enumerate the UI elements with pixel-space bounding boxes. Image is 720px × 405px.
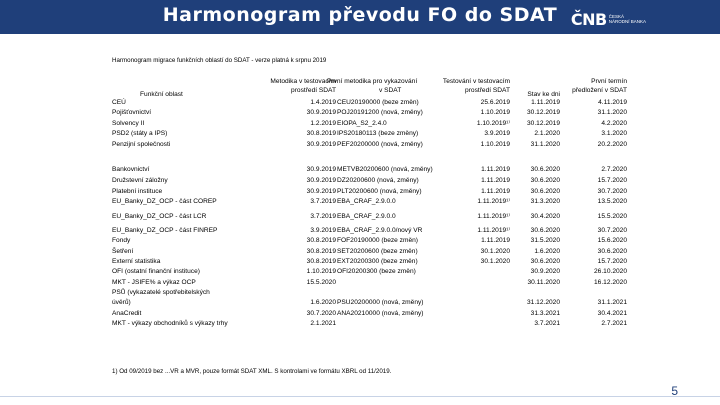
cell-method-date: 30.8.2019: [306, 248, 336, 255]
cell-first-method: PSU20200000 (nová, změny): [337, 299, 424, 306]
cell-area: PSD2 (státy a IPS): [112, 130, 168, 137]
cell-method-date: 30.8.2019: [306, 258, 336, 265]
cell-area: Penzijní společnosti: [112, 141, 171, 148]
cell-first-term: 30.7.2020: [597, 227, 627, 234]
cell-state-date: 30.12.2019: [526, 109, 560, 116]
cell-method-date: 3.9.2019: [310, 227, 336, 234]
footer-divider: [0, 396, 720, 397]
cell-first-method: ANA20210000 (nová, změny): [337, 310, 424, 317]
cell-area: Bankovnictví: [112, 166, 150, 173]
cell-state-date: 31.3.2021: [530, 310, 560, 317]
cell-testing-date: 1.11.2019: [481, 237, 510, 244]
cell-area: OFI (ostatní finanční instituce): [112, 268, 200, 275]
cell-state-date: 31.3.2020: [530, 198, 560, 205]
cell-area: MKT - JSIFE% a výkaz OCP: [112, 279, 196, 286]
logo-subtitle: [609, 14, 646, 24]
cell-testing-date: 1.11.2019: [481, 188, 510, 195]
cell-state-date: 31.12.2020: [526, 299, 560, 306]
cell-first-term: 26.10.2020: [593, 268, 627, 275]
cell-state-date: 30.6.2020: [530, 177, 560, 184]
cell-state-date: 1.11.2019: [531, 99, 560, 106]
header-testing-1: Testování v testovacím: [442, 78, 510, 85]
cell-first-term: 30.7.2020: [597, 188, 627, 195]
cell-area: Externí statistika: [112, 258, 161, 265]
cell-first-term: 4.2.2020: [601, 120, 627, 127]
cell-area: AnaCredit: [112, 310, 142, 317]
cell-first-term: 15.7.2020: [597, 258, 627, 265]
logo-mark: ČNB: [570, 9, 607, 29]
cell-state-date: 31.1.2020: [530, 141, 560, 148]
cell-first-term: 13.5.2020: [597, 198, 627, 205]
cell-state-date: 30.9.2020: [530, 268, 560, 275]
cell-state-date: 30.6.2020: [530, 166, 560, 173]
header-first-term-2: předložení v SDAT: [572, 87, 627, 94]
header-state: Stav ke dni: [527, 91, 560, 98]
cell-area: Šetření: [112, 248, 134, 255]
header-first-method-2: v SDAT: [379, 87, 402, 94]
table-caption: Harmonogram migrace funkčních oblastí do SDAT - verze platná k srpnu 2019: [112, 57, 327, 64]
cnb-logo: [571, 9, 646, 29]
cell-method-date: 3.7.2019: [310, 213, 336, 220]
cell-first-term: 15.6.2020: [597, 237, 627, 244]
cell-state-date: 1.6.2020: [534, 248, 560, 255]
cell-method-date: 3.7.2019: [310, 198, 336, 205]
header-first-term-1: První termín: [591, 78, 627, 85]
cell-first-method: EBA_CRAF_2.9.0.0/nový VR: [337, 227, 423, 234]
cell-state-date: 30.4.2020: [530, 213, 560, 220]
cell-method-date: 30.8.2019: [306, 130, 336, 137]
cell-state-date: 30.6.2020: [530, 227, 560, 234]
cell-state-date: 31.5.2020: [530, 237, 560, 244]
cell-first-term: 3.1.2020: [601, 130, 627, 137]
cell-area: CEÚ: [112, 99, 126, 106]
cell-method-date: 30.7.2020: [306, 310, 336, 317]
cell-method-date: 30.9.2019: [306, 141, 336, 148]
cell-first-method: SET20200600 (beze změn): [337, 248, 418, 255]
cell-state-date: 3.7.2021: [534, 320, 560, 327]
cell-area: EU_Banky_DZ_OCP - část COREP: [112, 198, 217, 205]
cell-testing-date: 1.11.2019¹⁾: [477, 198, 510, 205]
cell-testing-date: 3.9.2019: [484, 130, 510, 137]
cell-testing-date: 30.1.2020: [480, 258, 510, 265]
cell-first-term: 16.12.2020: [593, 279, 627, 286]
cell-testing-date: 30.1.2020: [480, 248, 510, 255]
cell-method-date: 1.10.2019: [306, 268, 336, 275]
cell-method-date: 30.9.2019: [306, 188, 336, 195]
cell-state-date: 30.12.2019: [526, 120, 560, 127]
cell-method-date: 30.8.2019: [306, 237, 336, 244]
cell-area: úvěrů): [112, 299, 131, 306]
cell-testing-date: 1.11.2019: [481, 166, 510, 173]
header-first-method-1: První metodika pro vykazování: [327, 78, 418, 85]
cell-state-date: 30.11.2020: [527, 279, 560, 286]
cell-first-term: 2.7.2021: [601, 320, 627, 327]
cell-testing-date: 1.10.2019: [480, 141, 510, 148]
cell-area: Družstevní záložny: [112, 177, 168, 184]
cell-first-term: 15.7.2020: [597, 177, 627, 184]
cell-area: MKT - výkazy obchodníků s výkazy trhy: [112, 320, 228, 327]
header-area: Funkční oblast: [140, 91, 183, 98]
logo-sub-line-1: ČESKÁ: [608, 14, 624, 19]
cell-first-method: EBA_CRAF_2.9.0.0: [337, 198, 396, 205]
cell-first-method: EBA_CRAF_2.9.0.0: [337, 213, 396, 220]
cell-area: EU_Banky_DZ_OCP - část FINREP: [112, 227, 218, 234]
cell-method-date: 1.6.2020: [310, 299, 336, 306]
cell-area: PSŮ (vykazatelé spotřebitelských: [112, 289, 210, 296]
cell-method-date: 30.9.2019: [306, 166, 336, 173]
cell-testing-date: 1.11.2019¹⁾: [477, 227, 510, 234]
cell-area: Fondy: [112, 237, 131, 244]
cell-first-method: CEU20190000 (beze změn): [337, 99, 419, 106]
logo-sub-line-2: NÁRODNÍ BANKA: [608, 19, 646, 24]
cell-area: Pojišťovnictví: [112, 109, 152, 116]
cell-testing-date: 1.11.2019: [481, 177, 510, 184]
cell-testing-date: 25.6.2019: [480, 99, 510, 106]
cell-method-date: 30.9.2019: [306, 109, 336, 116]
cell-first-method: FOF20190000 (beze změn): [337, 237, 418, 244]
cell-method-date: 30.9.2019: [306, 177, 336, 184]
cell-first-method: EIOPA_S2_2.4.0: [337, 120, 387, 127]
cell-first-method: DZ20200600 (nová, změny): [337, 177, 419, 184]
cell-first-method: IPS20180113 (beze změny): [337, 130, 419, 137]
cell-first-term: 30.6.2020: [597, 248, 627, 255]
cell-first-term: 20.2.2020: [597, 141, 627, 148]
cell-state-date: 30.6.2020: [530, 188, 560, 195]
cell-area: Solvency II: [112, 120, 145, 127]
cell-method-date: 1.4.2019: [310, 99, 336, 106]
page-number: 5: [671, 384, 678, 398]
footnote: 1) Od 09/2019 bez ...VR a MVR, pouze formát SDAT XML. S kontrolami ve formátu XBRL od 11/2019.: [112, 368, 392, 375]
header-method-2: prostředí SDAT: [291, 87, 336, 94]
cell-testing-date: 1.11.2019¹⁾: [477, 213, 510, 220]
cell-first-term: 4.11.2019: [598, 99, 627, 106]
cell-area: EU_Banky_DZ_OCP - část LCR: [112, 213, 207, 220]
cell-first-method: METVB20200600 (nová, změny): [337, 166, 433, 173]
cell-first-method: PEF20200000 (nová, změny): [337, 141, 423, 148]
page-title: Harmonogram převodu FO do SDAT: [162, 4, 558, 26]
cell-first-term: 31.1.2021: [597, 299, 627, 306]
cell-first-term: 30.4.2021: [597, 310, 627, 317]
header-testing-2: prostředí SDAT: [465, 87, 510, 94]
cell-method-date: 1.2.2019: [310, 120, 336, 127]
cell-first-method: EXT20200300 (beze změn): [337, 258, 418, 265]
cell-first-method: OFI20200300 (beze změn): [337, 268, 416, 275]
cell-first-term: 2.7.2020: [601, 166, 627, 173]
cell-method-date: 2.1.2021: [310, 320, 336, 327]
cell-area: Platební instituce: [112, 188, 163, 195]
header-method-1: Metodika v testovacím: [270, 78, 336, 85]
cell-first-term: 31.1.2020: [597, 109, 627, 116]
cell-first-term: 15.5.2020: [597, 213, 627, 220]
cell-first-method: PLT20200600 (nová, změny): [337, 188, 422, 195]
cell-method-date: 15.5.2020: [306, 279, 336, 286]
cell-state-date: 30.6.2020: [530, 258, 560, 265]
cell-testing-date: 1.10.2019: [480, 109, 510, 116]
cell-first-method: POJ20191200 (nová, změny): [337, 109, 423, 116]
cell-testing-date: 1.10.2019¹⁾: [476, 120, 510, 127]
cell-state-date: 2.1.2020: [534, 130, 560, 137]
